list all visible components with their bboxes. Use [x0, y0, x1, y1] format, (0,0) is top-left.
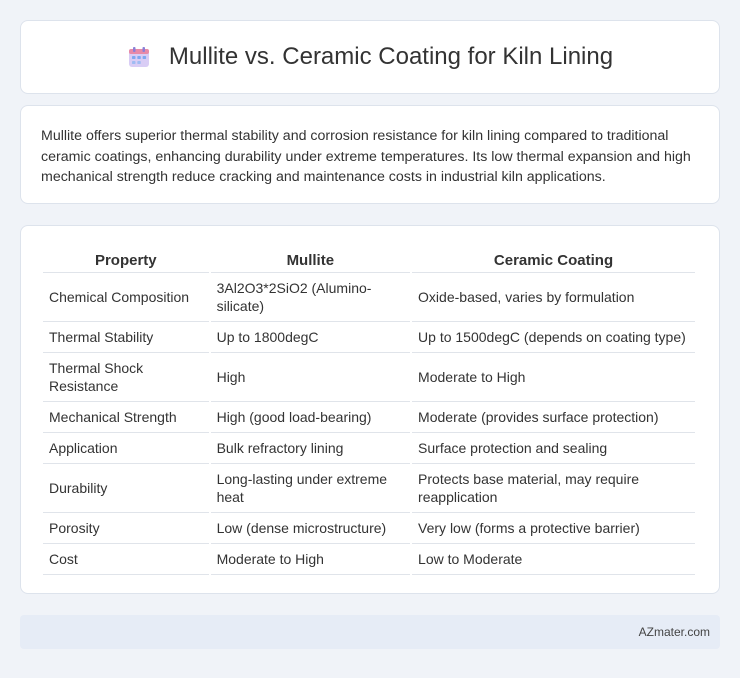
property-cell: Porosity — [43, 513, 209, 544]
column-header-property: Property — [43, 246, 209, 273]
mullite-cell: Long-lasting under extreme heat — [211, 464, 410, 513]
property-cell: Thermal Stability — [43, 322, 209, 353]
property-cell: Chemical Composition — [43, 273, 209, 322]
page-title: Mullite vs. Ceramic Coating for Kiln Lining — [168, 43, 614, 70]
table-card — [20, 225, 720, 594]
summary-card — [20, 105, 720, 204]
table-row — [43, 322, 695, 353]
comparison-table — [41, 246, 697, 575]
column-header-mullite: Mullite — [211, 246, 410, 273]
mullite-cell: Up to 1800degC — [211, 322, 410, 353]
table-header-row — [43, 246, 695, 273]
ceramic-coating-cell: Oxide-based, varies by formulation — [412, 273, 695, 322]
calendar-icon — [127, 45, 151, 69]
mullite-cell: Low (dense microstructure) — [211, 513, 410, 544]
mullite-cell: Moderate to High — [211, 544, 410, 575]
table-row — [43, 433, 695, 464]
ceramic-coating-cell: Very low (forms a protective barrier) — [412, 513, 695, 544]
ceramic-coating-cell: Up to 1500degC (depends on coating type) — [412, 322, 695, 353]
mullite-cell: High — [211, 353, 410, 402]
ceramic-coating-cell: Moderate (provides surface protection) — [412, 402, 695, 433]
mullite-cell: High (good load-bearing) — [211, 402, 410, 433]
summary-text: Mullite offers superior thermal stability and corrosion resistance for kiln lining compared to traditional ceramic coatings, enhancing durability under extreme temperatures. Its low thermal expansion and high mechanical strength reduce cracking and maintenance costs in industrial kiln applications. — [41, 128, 691, 185]
mullite-cell: 3Al2O3*2SiO2 (Alumino-silicate) — [211, 273, 410, 322]
mullite-cell: Bulk refractory lining — [211, 433, 410, 464]
ceramic-coating-cell: Low to Moderate — [412, 544, 695, 575]
table-row — [43, 464, 695, 513]
property-cell: Mechanical Strength — [43, 402, 209, 433]
ceramic-coating-cell: Surface protection and sealing — [412, 433, 695, 464]
column-header-ceramic-coating: Ceramic Coating — [412, 246, 695, 273]
table-row — [43, 513, 695, 544]
property-cell: Thermal Shock Resistance — [43, 353, 209, 402]
title-card — [20, 20, 720, 94]
property-cell: Durability — [43, 464, 209, 513]
property-cell: Cost — [43, 544, 209, 575]
page — [20, 20, 720, 649]
ceramic-coating-cell: Protects base material, may require reapplication — [412, 464, 695, 513]
table-row — [43, 402, 695, 433]
footer — [20, 615, 720, 649]
table-row — [43, 353, 695, 402]
property-cell: Application — [43, 433, 209, 464]
ceramic-coating-cell: Moderate to High — [412, 353, 695, 402]
table-row — [43, 544, 695, 575]
footer-brand: AZmater.com — [638, 625, 710, 639]
table-row — [43, 273, 695, 322]
